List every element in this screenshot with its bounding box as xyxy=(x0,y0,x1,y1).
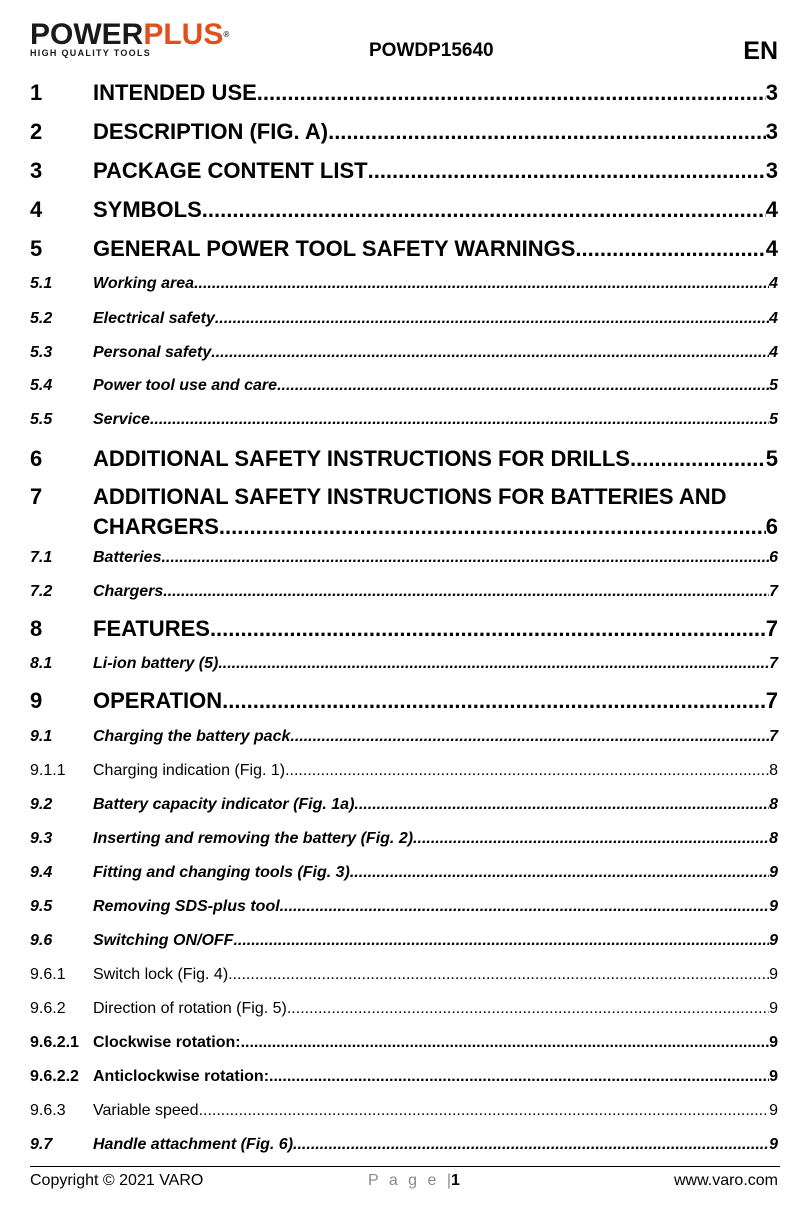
toc-number: 9.6 xyxy=(30,932,53,949)
toc-page: 9 xyxy=(769,1136,778,1153)
toc-number: 8.1 xyxy=(30,655,53,672)
toc-page: 8 xyxy=(769,762,778,779)
toc-entry[interactable] xyxy=(30,1000,778,1018)
toc-page: 9 xyxy=(769,1102,778,1119)
toc-number: 5.5 xyxy=(30,411,53,428)
toc-page: 9 xyxy=(769,966,778,983)
page-number: 1 xyxy=(451,1172,460,1189)
website-link[interactable]: www.varo.com xyxy=(673,1172,778,1189)
toc-entry[interactable] xyxy=(30,377,778,395)
toc-leader xyxy=(413,830,769,848)
toc-number: 9.6.3 xyxy=(30,1102,66,1119)
toc-title: Fitting and changing tools (Fig. 3) xyxy=(93,864,350,881)
toc-page: 7 xyxy=(765,616,778,641)
toc-entry[interactable] xyxy=(30,158,778,184)
toc-entry[interactable] xyxy=(30,583,778,601)
toc-entry[interactable] xyxy=(30,898,778,916)
toc-entry[interactable] xyxy=(30,236,778,262)
toc-page: 9 xyxy=(769,1068,778,1085)
logo-tagline: HIGH QUALITY TOOLS xyxy=(30,48,152,58)
toc-title-continued: CHARGERS xyxy=(93,514,219,539)
toc-title: Switch lock (Fig. 4) xyxy=(93,966,229,983)
toc-leader xyxy=(222,688,766,714)
toc-leader xyxy=(150,411,769,429)
toc-leader xyxy=(202,197,766,223)
toc-leader xyxy=(285,762,769,780)
toc-leader xyxy=(287,1000,769,1018)
page-header xyxy=(0,0,808,80)
toc-page: 6 xyxy=(769,549,778,566)
toc-leader xyxy=(211,344,769,362)
toc-leader xyxy=(210,616,766,642)
toc-page: 9 xyxy=(769,1000,778,1017)
toc-entry[interactable] xyxy=(30,932,778,950)
toc-entry[interactable] xyxy=(30,864,778,882)
toc-leader xyxy=(163,583,769,601)
toc-leader xyxy=(368,158,766,184)
page-label: P a g e xyxy=(368,1172,440,1189)
toc-title: Anticlockwise rotation: xyxy=(93,1068,270,1085)
toc-entry[interactable] xyxy=(30,762,778,780)
toc-number: 9.6.1 xyxy=(30,966,66,983)
toc-entry[interactable] xyxy=(30,197,778,223)
toc-page: 4 xyxy=(769,310,778,327)
language-code: EN xyxy=(743,37,778,65)
toc-page: 4 xyxy=(769,344,778,361)
toc-page: 4 xyxy=(765,236,778,261)
toc-leader xyxy=(241,1034,770,1052)
toc-number: 5.3 xyxy=(30,344,53,361)
toc-page: 7 xyxy=(769,728,778,745)
toc-title: Inserting and removing the battery (Fig. 2) xyxy=(93,830,414,847)
toc-page: 5 xyxy=(769,411,778,428)
toc-page: 3 xyxy=(765,80,778,105)
toc-leader xyxy=(630,446,766,472)
toc-number: 9.2 xyxy=(30,796,53,813)
toc-page: 7 xyxy=(769,583,778,600)
toc-title: SYMBOLS xyxy=(93,197,202,222)
page-indicator xyxy=(368,1172,460,1190)
toc-title: ADDITIONAL SAFETY INSTRUCTIONS FOR BATTERIES AND xyxy=(93,484,727,509)
toc-entry[interactable] xyxy=(30,830,778,848)
toc-number: 2 xyxy=(30,119,43,144)
toc-number: 9.1 xyxy=(30,728,53,745)
toc-entry[interactable] xyxy=(30,119,778,145)
toc-title: Direction of rotation (Fig. 5) xyxy=(93,1000,287,1017)
toc-page: 3 xyxy=(765,158,778,183)
toc-title: PACKAGE CONTENT LIST xyxy=(93,158,368,183)
toc-title: Personal safety xyxy=(93,344,212,361)
toc-number: 1 xyxy=(30,80,43,105)
toc-leader xyxy=(354,796,769,814)
toc-entry[interactable] xyxy=(30,484,778,540)
toc-number: 4 xyxy=(30,197,43,222)
toc-entry[interactable] xyxy=(30,411,778,429)
toc-page: 7 xyxy=(769,655,778,672)
toc-number: 9.6.2.2 xyxy=(30,1068,79,1085)
toc-entry[interactable] xyxy=(30,1136,778,1154)
page-separator: | xyxy=(446,1172,452,1189)
toc-number: 5.1 xyxy=(30,275,53,292)
toc-leader xyxy=(219,514,766,540)
toc-title: Electrical safety xyxy=(93,310,215,327)
toc-number: 9.6.2.1 xyxy=(30,1034,79,1051)
toc-title: Battery capacity indicator (Fig. 1a) xyxy=(93,796,355,813)
toc-title: Charging indication (Fig. 1) xyxy=(93,762,286,779)
toc-number: 7.2 xyxy=(30,583,53,600)
footer-divider xyxy=(30,1166,780,1167)
toc-number: 7.1 xyxy=(30,549,53,566)
toc-page: 8 xyxy=(769,796,778,813)
toc-title: Handle attachment (Fig. 6) xyxy=(93,1136,294,1153)
toc-title: GENERAL POWER TOOL SAFETY WARNINGS xyxy=(93,236,576,261)
toc-title: Clockwise rotation: xyxy=(93,1034,241,1051)
copyright-text: Copyright © 2021 VARO xyxy=(30,1172,204,1189)
toc-entry[interactable] xyxy=(30,966,778,984)
toc-number: 5 xyxy=(30,236,43,261)
toc-title: DESCRIPTION (FIG. A) xyxy=(93,119,329,144)
toc-page: 5 xyxy=(765,446,778,471)
toc-entry[interactable] xyxy=(30,1102,778,1120)
toc-entry[interactable] xyxy=(30,655,778,673)
toc-number: 5.4 xyxy=(30,377,53,394)
toc-entry[interactable] xyxy=(30,80,778,106)
toc-title: Service xyxy=(93,411,150,428)
toc-entry[interactable] xyxy=(30,275,778,293)
toc-number: 9.6.2 xyxy=(30,1000,66,1017)
toc-leader xyxy=(269,1068,769,1086)
toc-number: 8 xyxy=(30,616,43,641)
model-number: POWDP15640 xyxy=(369,40,494,61)
toc-entry[interactable] xyxy=(30,728,778,746)
toc-title: OPERATION xyxy=(93,688,223,713)
toc-leader xyxy=(257,80,766,106)
toc-entry[interactable] xyxy=(30,446,778,472)
toc-entry[interactable] xyxy=(30,549,778,567)
toc-title: Removing SDS-plus tool xyxy=(93,898,280,915)
toc-entry[interactable] xyxy=(30,310,778,328)
toc-title: Working area xyxy=(93,275,195,292)
toc-leader xyxy=(350,864,769,882)
toc-page: 9 xyxy=(769,864,778,881)
toc-number: 9.5 xyxy=(30,898,53,915)
toc-page: 7 xyxy=(765,688,778,713)
toc-leader xyxy=(215,310,769,328)
logo-wordmark: POWERPLUS® xyxy=(30,18,230,51)
toc-entry[interactable] xyxy=(30,1034,778,1052)
toc-entry[interactable] xyxy=(30,688,778,714)
toc-leader xyxy=(199,1102,770,1120)
toc-number: 3 xyxy=(30,158,43,183)
toc-page: 9 xyxy=(769,1034,778,1051)
toc-leader xyxy=(328,119,766,145)
powerplus-logo xyxy=(30,20,229,58)
toc-page: 6 xyxy=(765,514,778,539)
toc-leader xyxy=(228,966,769,984)
toc-leader xyxy=(280,898,769,916)
toc-page: 5 xyxy=(769,377,778,394)
toc-title: Charging the battery pack xyxy=(93,728,291,745)
toc-number: 6 xyxy=(30,446,43,471)
toc-number: 9.1.1 xyxy=(30,762,66,779)
toc-number: 9.3 xyxy=(30,830,53,847)
toc-title: FEATURES xyxy=(93,616,210,641)
toc-title: Chargers xyxy=(93,583,164,600)
toc-page: 4 xyxy=(769,275,778,292)
toc-leader xyxy=(218,655,769,673)
toc-number: 5.2 xyxy=(30,310,53,327)
toc-page: 4 xyxy=(765,197,778,222)
toc-title: Switching ON/OFF xyxy=(93,932,234,949)
toc-leader xyxy=(293,1136,769,1154)
toc-leader xyxy=(575,236,765,262)
toc-number: 9.4 xyxy=(30,864,53,881)
toc-title: Li-ion battery (5) xyxy=(93,655,219,672)
toc-entry[interactable] xyxy=(30,1068,778,1086)
toc-page: 8 xyxy=(769,830,778,847)
toc-page: 9 xyxy=(769,898,778,915)
toc-entry[interactable] xyxy=(30,616,778,642)
toc-title: Power tool use and care xyxy=(93,377,278,394)
toc-title: ADDITIONAL SAFETY INSTRUCTIONS FOR DRILLS xyxy=(93,446,630,471)
toc-leader xyxy=(161,549,769,567)
toc-entry[interactable] xyxy=(30,344,778,362)
toc-leader xyxy=(233,932,769,950)
toc-title: INTENDED USE xyxy=(93,80,257,105)
toc-number: 7 xyxy=(30,484,43,509)
toc-leader xyxy=(290,728,769,746)
toc-title: Batteries xyxy=(93,549,162,566)
toc-leader xyxy=(194,275,769,293)
toc-leader xyxy=(277,377,769,395)
toc-title: Variable speed xyxy=(93,1102,199,1119)
toc-number: 9 xyxy=(30,688,43,713)
toc-page: 9 xyxy=(769,932,778,949)
toc-entry[interactable] xyxy=(30,796,778,814)
toc-number: 9.7 xyxy=(30,1136,53,1153)
toc-page: 3 xyxy=(765,119,778,144)
